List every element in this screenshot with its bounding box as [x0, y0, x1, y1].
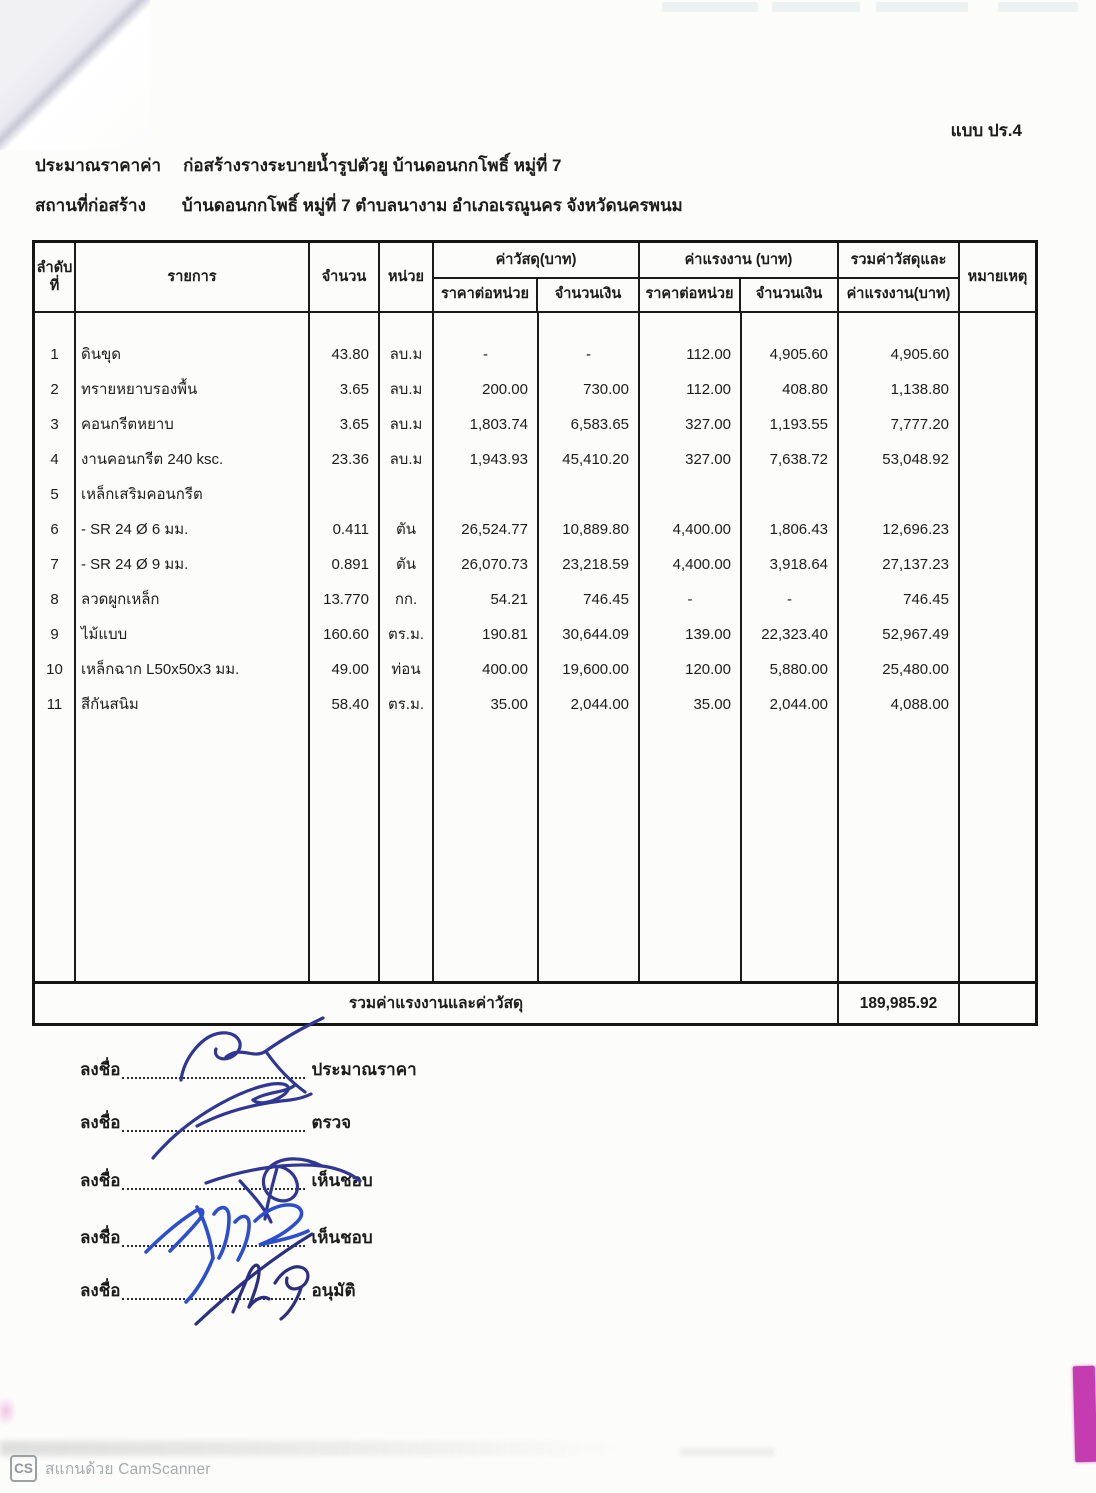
cell-no: 1 — [50, 346, 59, 363]
cell-lab_amt: 1,193.55 — [769, 416, 828, 433]
cell-remark — [960, 477, 1035, 512]
signature-dotted-line — [122, 1244, 305, 1247]
cell-total: 27,137.23 — [882, 556, 949, 573]
cell-remark — [960, 512, 1035, 547]
cell-no: 4 — [50, 451, 59, 468]
cell-unit — [380, 477, 432, 512]
cell-lab_amt: - — [787, 591, 792, 608]
header-quantity: จำนวน — [310, 243, 380, 311]
cell-no: 11 — [46, 696, 63, 713]
cell-mat_unit: 1,943.93 — [469, 451, 528, 468]
header-material-unit-price: ราคาต่อหน่วย — [434, 279, 538, 311]
cell-mat_unit: 26,070.73 — [461, 556, 528, 573]
cell-lab_unit: 139.00 — [685, 626, 731, 643]
cell-total: 25,480.00 — [882, 661, 949, 678]
cell-remark — [960, 547, 1035, 582]
signature-dotted-line — [122, 1129, 305, 1132]
cell-qty — [310, 477, 378, 512]
cell-lab_amt: 4,905.60 — [769, 346, 828, 363]
header-material-title: ค่าวัสดุ(บาท) — [434, 243, 638, 279]
camscanner-text: สแกนด้วย CamScanner — [45, 1461, 211, 1478]
cell-unit: ลบ.ม — [389, 346, 423, 363]
cell-lab_amt: 2,044.00 — [769, 696, 828, 713]
cell-mat_amt: 45,410.20 — [562, 451, 629, 468]
signature-row-endorser-1 — [80, 1170, 373, 1194]
cell-qty: 49.00 — [331, 661, 369, 678]
cell-total: 12,696.23 — [882, 521, 949, 538]
total-remark — [960, 984, 1035, 1023]
cell-remark — [960, 582, 1035, 617]
camscanner-watermark — [10, 1455, 211, 1482]
table-header — [35, 243, 1035, 313]
cell-unit: ลบ.ม — [389, 381, 423, 398]
cell-lab_unit: 35.00 — [693, 696, 731, 713]
cell-no: 7 — [50, 556, 59, 573]
cell-qty: 58.40 — [331, 696, 369, 713]
location-value: บ้านดอนกกโพธิ์ หมู่ที่ 7 ตำบลนางาม อำเภอเรณูนคร จังหวัดนครพนม — [181, 196, 683, 215]
cell-remark — [960, 687, 1035, 722]
camscanner-logo-icon: CS — [10, 1455, 37, 1482]
cell-item: ทรายหยาบรองพื้น — [81, 381, 198, 398]
cell-no: 3 — [50, 416, 59, 433]
table-column-total — [839, 313, 960, 981]
cell-mat_amt: 730.00 — [583, 381, 629, 398]
cell-item: เหล็กฉาก L50x50x3 มม. — [81, 661, 240, 678]
table-column-lab_unit — [640, 313, 742, 981]
pink-smudge-mark — [0, 1396, 17, 1426]
total-row — [35, 981, 1035, 1023]
cell-mat_amt: - — [586, 346, 591, 363]
sign-prefix: ลงชื่อ — [80, 1228, 121, 1247]
header-labor-unit-price: ราคาต่อหน่วย — [640, 279, 741, 311]
pink-highlighter-mark — [1073, 1366, 1096, 1463]
cell-mat_unit: 200.00 — [482, 381, 528, 398]
cell-lab_amt — [742, 477, 837, 512]
header-item: รายการ — [76, 243, 310, 311]
scan-ghost-mark — [998, 2, 1078, 12]
cell-unit: ตัน — [396, 556, 416, 573]
signature-dotted-line — [122, 1187, 305, 1190]
cell-qty: 0.891 — [331, 556, 369, 573]
cell-mat_unit: 1,803.74 — [469, 416, 528, 433]
cell-lab_unit: 120.00 — [685, 661, 731, 678]
cell-item: - SR 24 Ø 6 มม. — [81, 521, 189, 538]
cell-lab_amt: 22,323.40 — [761, 626, 828, 643]
cell-mat_amt: 23,218.59 — [562, 556, 629, 573]
signature-row-inspector — [80, 1112, 351, 1136]
cell-total: 1,138.80 — [890, 381, 949, 398]
location-label: สถานที่ก่อสร้าง — [35, 196, 146, 215]
scan-shadow-artifact — [680, 1448, 775, 1456]
table-column-mat_amt — [539, 313, 640, 981]
cell-item: เหล็กเสริมคอนกรีต — [81, 486, 203, 503]
cell-item: ลวดผูกเหล็ก — [81, 591, 160, 608]
cell-qty: 3.65 — [339, 381, 369, 398]
sign-role: ตรวจ — [311, 1113, 352, 1132]
table-column-unit — [380, 313, 434, 981]
cell-mat_unit — [434, 477, 537, 512]
cell-mat_amt: 19,600.00 — [562, 661, 629, 678]
header-grand-total-line1: รวมค่าวัสดุและ — [839, 243, 958, 279]
signature-row-endorser-2 — [80, 1227, 373, 1251]
table-column-no — [35, 313, 76, 981]
cell-lab_amt: 5,880.00 — [769, 661, 828, 678]
sign-prefix: ลงชื่อ — [80, 1060, 121, 1079]
sign-prefix: ลงชื่อ — [80, 1171, 121, 1190]
scan-shadow-artifact — [0, 1441, 630, 1456]
cell-unit: ตัน — [396, 521, 416, 538]
cell-remark — [960, 652, 1035, 687]
scan-ghost-mark — [876, 2, 968, 12]
header-no — [35, 243, 76, 311]
table-column-remark — [960, 313, 1035, 981]
cell-lab_unit: - — [687, 591, 693, 608]
cell-total: 4,905.60 — [890, 346, 949, 363]
cell-no: 5 — [50, 486, 59, 503]
header-unit: หน่วย — [380, 243, 434, 311]
cell-mat_amt: 30,644.09 — [562, 626, 629, 643]
cell-remark — [960, 337, 1035, 372]
cell-lab_amt: 1,806.43 — [769, 521, 828, 538]
form-code: แบบ ปร.4 — [950, 121, 1022, 140]
estimate-title-line — [35, 152, 562, 179]
cell-unit: ลบ.ม — [389, 451, 423, 468]
cell-unit: ท่อน — [391, 661, 421, 678]
signature-dotted-line — [122, 1297, 305, 1300]
title-label: ประมาณราคาค่า — [35, 156, 162, 175]
cell-mat_amt: 2,044.00 — [570, 696, 629, 713]
cell-lab_unit: 112.00 — [686, 381, 731, 398]
cell-qty: 43.80 — [331, 346, 369, 363]
cell-item: คอนกรีตหยาบ — [81, 416, 174, 433]
cell-total — [839, 477, 958, 512]
cell-lab_unit: 327.00 — [685, 416, 731, 433]
sign-role: ประมาณราคา — [311, 1060, 417, 1079]
header-no-line1: ลำดับ — [36, 259, 73, 276]
cell-remark — [960, 407, 1035, 442]
cell-item: - SR 24 Ø 9 มม. — [81, 556, 189, 573]
cell-mat_amt: 10,889.80 — [562, 521, 629, 538]
total-label: รวมค่าแรงงานและค่าวัสดุ — [35, 984, 839, 1023]
table-column-lab_amt — [742, 313, 839, 981]
cell-qty: 13.770 — [323, 591, 369, 608]
cell-lab_amt: 3,918.64 — [769, 556, 828, 573]
cell-total: 746.45 — [903, 591, 949, 608]
sign-role: เห็นชอบ — [311, 1171, 373, 1190]
cell-no: 2 — [50, 381, 59, 398]
cell-mat_unit: 26,524.77 — [461, 521, 528, 538]
header-grand-total-line2: ค่าแรงงาน(บาท) — [846, 286, 951, 302]
sign-role: อนุมัติ — [311, 1281, 356, 1300]
cell-unit: ตร.ม. — [387, 626, 425, 643]
title-value: ก่อสร้างรางระบายน้ำรูปตัวยู บ้านดอนกกโพธิ์ หมู่ที่ 7 — [183, 156, 562, 175]
cell-no: 10 — [46, 661, 63, 678]
cell-mat_amt: 746.45 — [583, 591, 629, 608]
table-column-item — [76, 313, 310, 981]
table-column-mat_unit — [434, 313, 539, 981]
cell-no: 9 — [50, 626, 59, 643]
sign-prefix: ลงชื่อ — [80, 1281, 121, 1300]
cell-mat_unit: 54.21 — [490, 591, 528, 608]
header-labor-title: ค่าแรงงาน (บาท) — [640, 243, 837, 279]
cell-item: ไม้แบบ — [81, 626, 128, 643]
cell-remark — [960, 617, 1035, 652]
sign-role: เห็นชอบ — [311, 1228, 373, 1247]
location-line — [35, 192, 683, 219]
cell-mat_unit: 190.81 — [482, 626, 528, 643]
cell-total: 7,777.20 — [890, 416, 949, 433]
cell-mat_unit: 400.00 — [482, 661, 528, 678]
cell-mat_unit: 35.00 — [490, 696, 528, 713]
total-value: 189,985.92 — [839, 984, 960, 1023]
cell-lab_unit: 112.00 — [686, 346, 731, 363]
cell-unit: ตร.ม. — [387, 696, 425, 713]
header-material-group — [434, 243, 640, 311]
signature-dotted-line — [122, 1076, 305, 1079]
cell-qty: 0.411 — [332, 521, 369, 538]
signature-row-approver — [80, 1280, 356, 1304]
cell-item: ดินขุด — [81, 346, 121, 363]
cell-total: 52,967.49 — [882, 626, 949, 643]
cell-qty: 23.36 — [331, 451, 369, 468]
cell-no: 6 — [50, 521, 59, 538]
cell-no: 8 — [50, 591, 59, 608]
signature-row-estimator — [80, 1059, 417, 1083]
table-body — [35, 313, 1035, 981]
header-material-amount: จำนวนเงิน — [554, 286, 622, 302]
cell-lab_unit: 4,400.00 — [672, 521, 731, 538]
cell-lab_amt: 7,638.72 — [769, 451, 828, 468]
cell-qty: 3.65 — [339, 416, 369, 433]
cell-lab_amt: 408.80 — [782, 381, 828, 398]
header-labor-group — [640, 243, 839, 311]
cell-unit: ลบ.ม — [389, 416, 423, 433]
cell-remark — [960, 442, 1035, 477]
scan-ghost-mark — [662, 2, 758, 12]
page-corner-fold — [0, 0, 150, 150]
cell-item: สีกันสนิม — [81, 696, 139, 713]
scan-ghost-mark — [772, 2, 860, 12]
header-remark: หมายเหตุ — [967, 268, 1028, 285]
cell-item: งานคอนกรีต 240 ksc. — [81, 451, 224, 468]
cell-mat_amt — [539, 477, 638, 512]
sign-prefix: ลงชื่อ — [80, 1113, 121, 1132]
header-labor-amount: จำนวนเงิน — [755, 286, 823, 302]
table-column-qty — [310, 313, 380, 981]
header-no-line2: ที่ — [49, 278, 60, 294]
cell-lab_unit — [640, 477, 740, 512]
cell-lab_unit: 327.00 — [685, 451, 731, 468]
cell-total: 53,048.92 — [882, 451, 949, 468]
cell-mat_amt: 6,583.65 — [570, 416, 629, 433]
cell-remark — [960, 372, 1035, 407]
cell-unit: กก. — [394, 591, 418, 608]
cost-estimate-table — [32, 240, 1038, 1026]
header-grand-total — [839, 243, 960, 311]
cell-qty: 160.60 — [323, 626, 369, 643]
cell-lab_unit: 4,400.00 — [672, 556, 731, 573]
cell-total: 4,088.00 — [890, 696, 949, 713]
cell-mat_unit: - — [483, 346, 488, 363]
